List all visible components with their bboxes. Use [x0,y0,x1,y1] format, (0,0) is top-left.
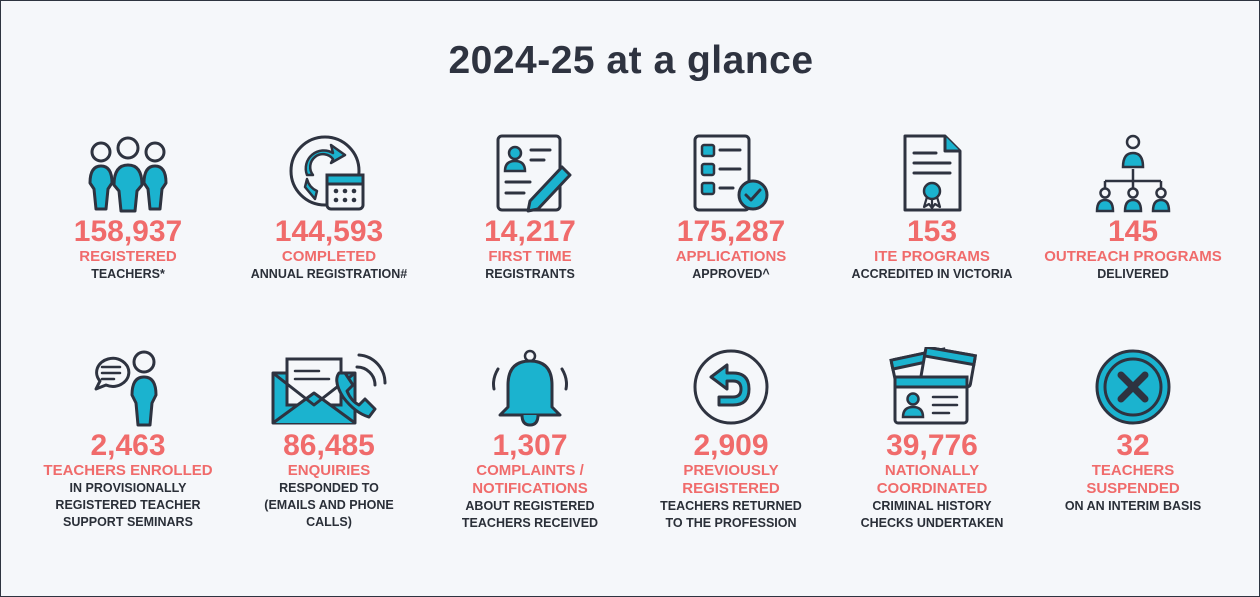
stat-previously-registered [631,347,831,532]
stat-description: DELIVERED [1097,267,1169,281]
stat-teachers-enrolled [28,347,228,531]
stat-description: TEACHERS RECEIVED [461,516,599,530]
stat-value: 2,909 [693,429,769,462]
stat-highlight: PREVIOUSLY [683,462,779,479]
stat-completed-annual-registration [229,133,429,283]
stat-description: ANNUAL REGISTRATION# [250,267,408,281]
form-pen-icon [488,133,572,213]
stat-value: 144,593 [274,215,384,248]
stat-value: 39,776 [886,429,978,462]
stat-ite-programs [832,133,1032,283]
stat-highlight: NOTIFICATIONS [472,480,588,497]
stat-description: RESPONDED TO [279,481,379,495]
people-icon [86,133,170,213]
cross-circle-icon [1091,347,1175,427]
stat-description: IN PROVISIONALLY [69,481,187,495]
stat-value: 2,463 [90,429,166,462]
stat-description: ACCREDITED IN VICTORIA [851,267,1013,281]
stat-description: TO THE PROFESSION [665,516,797,530]
page-title: 2024-25 at a glance [448,39,814,82]
stat-description: TEACHERS* [91,267,165,281]
stat-description: ON AN INTERIM BASIS [1064,499,1202,513]
stat-complaints-notifications [430,347,630,532]
stat-value: 175,287 [676,215,786,248]
stat-description: ABOUT REGISTERED [465,499,595,513]
stat-description: CRIMINAL HISTORY [872,499,992,513]
stat-description: REGISTERED TEACHER [55,498,201,512]
stat-description: CHECKS UNDERTAKEN [860,516,1004,530]
email-phone-icon [269,347,389,427]
stat-highlight: ITE PROGRAMS [874,248,990,265]
stat-highlight: TEACHERS ENROLLED [43,462,213,479]
stat-highlight: COMPLAINTS / [476,462,584,479]
stat-highlight: FIRST TIME [488,248,572,265]
stat-value: 153 [906,215,958,248]
speaker-icon [86,347,170,427]
stat-description: (EMAILS AND PHONE [264,498,394,512]
stat-first-time-registrants [430,133,630,283]
stat-highlight: NATIONALLY [884,462,980,479]
stat-highlight: TEACHERS [1091,462,1175,479]
stat-value: 86,485 [283,429,375,462]
stat-highlight: ENQUIRIES [287,462,371,479]
stat-description: TEACHERS RETURNED [660,499,802,513]
stat-highlight: SUSPENDED [1086,480,1180,497]
stat-highlight: COMPLETED [281,248,377,265]
stat-highlight: REGISTERED [79,248,177,265]
stat-value: 14,217 [484,215,576,248]
stat-criminal-history-checks [832,347,1032,532]
stat-teachers-suspended [1033,347,1233,515]
stat-enquiries [229,347,429,531]
checklist-icon [689,133,773,213]
stat-registered-teachers [28,133,228,283]
stat-highlight: COORDINATED [876,480,988,497]
certificate-icon [890,133,974,213]
stat-description: CALLS) [306,515,352,529]
stat-description: REGISTRANTS [485,267,575,281]
stat-applications-approved [631,133,831,283]
org-chart-icon [1091,133,1175,213]
stat-description: SUPPORT SEMINARS [63,515,193,529]
return-arrow-icon [689,347,773,427]
stat-value: 158,937 [73,215,183,248]
stat-highlight: REGISTERED [682,480,780,497]
stat-outreach-programs [1033,133,1233,283]
stat-value: 145 [1107,215,1159,248]
bell-icon [488,347,572,427]
stat-description: APPROVED^ [692,267,770,281]
renewal-calendar-icon [287,133,371,213]
stat-value: 32 [1116,429,1150,462]
stat-highlight: OUTREACH PROGRAMS [1044,248,1222,265]
stat-highlight: APPLICATIONS [675,248,787,265]
id-cards-icon [887,347,977,427]
stat-value: 1,307 [492,429,568,462]
